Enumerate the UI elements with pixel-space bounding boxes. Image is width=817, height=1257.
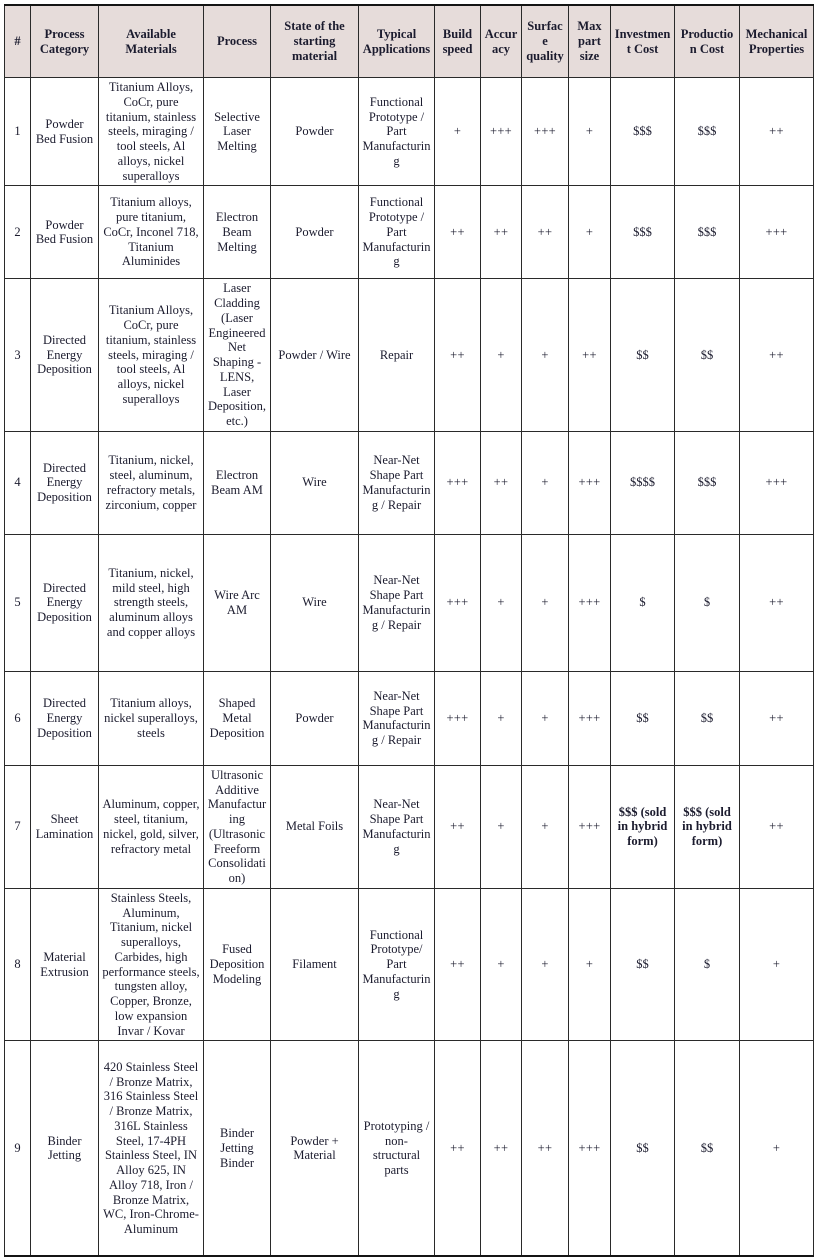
cell-typical-applications: Near-Net Shape Part Manufacturing / Repair <box>359 671 435 765</box>
cell-max-part-size: +++ <box>569 765 611 888</box>
cell-process: Wire Arc AM <box>204 534 271 671</box>
cell-state: Powder <box>271 186 359 279</box>
cell-build-speed: ++ <box>435 888 481 1041</box>
cell-available-materials: Titanium Alloys, CoCr, pure titanium, stainless steels, miraging / tool steels, Al alloys, nickel superalloys <box>99 279 204 432</box>
cell-process: Shaped Metal Deposition <box>204 671 271 765</box>
cell-max-part-size: +++ <box>569 1041 611 1257</box>
cell-state: Powder <box>271 671 359 765</box>
table-row <box>5 888 814 1041</box>
cell-build-speed: +++ <box>435 431 481 534</box>
cell-build-speed: ++ <box>435 186 481 279</box>
cell-number: 7 <box>5 765 31 888</box>
cell-build-speed: ++ <box>435 279 481 432</box>
cell-available-materials: Titanium, nickel, steel, aluminum, refractory metals, zirconium, copper <box>99 431 204 534</box>
cell-number: 5 <box>5 534 31 671</box>
cell-production-cost: $$$ <box>675 78 740 186</box>
cell-process-category: Directed Energy Deposition <box>31 671 99 765</box>
cell-available-materials: Titanium alloys, pure titanium, CoCr, Inconel 718, Titanium Aluminides <box>99 186 204 279</box>
cell-accuracy: ++ <box>481 431 522 534</box>
column-header-state-of-starting-material: State of the starting material <box>271 5 359 78</box>
cell-surface-quality: + <box>522 765 569 888</box>
column-header-available-materials: Available Materials <box>99 5 204 78</box>
cell-available-materials: Aluminum, copper, steel, titanium, nickel, gold, silver, refractory metal <box>99 765 204 888</box>
cell-state: Wire <box>271 431 359 534</box>
cell-process-category: Powder Bed Fusion <box>31 78 99 186</box>
cell-typical-applications: Functional Prototype / Part Manufacturing <box>359 78 435 186</box>
cell-state: Powder <box>271 78 359 186</box>
cell-surface-quality: +++ <box>522 78 569 186</box>
cell-investment-cost: $$$$ <box>611 431 675 534</box>
cell-typical-applications: Functional Prototype / Part Manufacturing <box>359 186 435 279</box>
column-header-mechanical-properties: Mechanical Properties <box>740 5 814 78</box>
cell-max-part-size: + <box>569 186 611 279</box>
cell-accuracy: + <box>481 279 522 432</box>
cell-number: 6 <box>5 671 31 765</box>
cell-process-category: Binder Jetting <box>31 1041 99 1257</box>
cell-number: 8 <box>5 888 31 1041</box>
cell-available-materials: Stainless Steels, Aluminum, Titanium, nickel superalloys, Carbides, high performance steels, tungsten alloy, Copper, Bronze, low expansion Invar / Kovar <box>99 888 204 1041</box>
cell-state: Powder / Wire <box>271 279 359 432</box>
cell-accuracy: ++ <box>481 186 522 279</box>
column-header-accuracy: Accuracy <box>481 5 522 78</box>
cell-surface-quality: + <box>522 888 569 1041</box>
cell-number: 9 <box>5 1041 31 1257</box>
column-header-max-part-size: Max part size <box>569 5 611 78</box>
cell-mechanical-properties: ++ <box>740 78 814 186</box>
cell-process-category: Sheet Lamination <box>31 765 99 888</box>
cell-mechanical-properties: + <box>740 1041 814 1257</box>
cell-accuracy: ++ <box>481 1041 522 1257</box>
cell-typical-applications: Repair <box>359 279 435 432</box>
cell-typical-applications: Functional Prototype/ Part Manufacturing <box>359 888 435 1041</box>
cell-available-materials: Titanium, nickel, mild steel, high strength steels, aluminum alloys and copper alloys <box>99 534 204 671</box>
cell-investment-cost: $$ <box>611 888 675 1041</box>
column-header-investment-cost: Investment Cost <box>611 5 675 78</box>
cell-mechanical-properties: ++ <box>740 765 814 888</box>
cell-build-speed: +++ <box>435 534 481 671</box>
cell-accuracy: + <box>481 765 522 888</box>
cell-mechanical-properties: ++ <box>740 671 814 765</box>
cell-number: 1 <box>5 78 31 186</box>
cell-number: 2 <box>5 186 31 279</box>
cell-investment-cost: $$ <box>611 671 675 765</box>
cell-available-materials: Titanium alloys, nickel superalloys, steels <box>99 671 204 765</box>
cell-process-category: Directed Energy Deposition <box>31 534 99 671</box>
cell-max-part-size: + <box>569 888 611 1041</box>
table-row <box>5 78 814 186</box>
cell-investment-cost: $$ <box>611 1041 675 1257</box>
cell-number: 4 <box>5 431 31 534</box>
table-row <box>5 431 814 534</box>
cell-process-category: Directed Energy Deposition <box>31 279 99 432</box>
cell-surface-quality: + <box>522 431 569 534</box>
cell-process: Laser Cladding (Laser Engineered Net Shaping -LENS, Laser Deposition, etc.) <box>204 279 271 432</box>
table-row <box>5 1041 814 1257</box>
cell-typical-applications: Near-Net Shape Part Manufacturing <box>359 765 435 888</box>
column-header-build-speed: Build speed <box>435 5 481 78</box>
cell-process: Ultrasonic Additive Manufacturing (Ultrasonic Freeform Consolidation) <box>204 765 271 888</box>
cell-process: Binder Jetting Binder <box>204 1041 271 1257</box>
cell-production-cost: $ <box>675 888 740 1041</box>
cell-typical-applications: Near-Net Shape Part Manufacturing / Repair <box>359 431 435 534</box>
cell-production-cost: $$$ <box>675 186 740 279</box>
table-header-row <box>5 5 814 78</box>
cell-accuracy: + <box>481 888 522 1041</box>
cell-surface-quality: ++ <box>522 1041 569 1257</box>
cell-build-speed: ++ <box>435 1041 481 1257</box>
cell-investment-cost: $$ <box>611 279 675 432</box>
table-row <box>5 671 814 765</box>
cell-process-category: Directed Energy Deposition <box>31 431 99 534</box>
cell-process: Electron Beam AM <box>204 431 271 534</box>
cell-mechanical-properties: +++ <box>740 431 814 534</box>
cell-production-cost: $ <box>675 534 740 671</box>
cell-available-materials: Titanium Alloys, CoCr, pure titanium, stainless steels, miraging / tool steels, Al alloys, nickel superalloys <box>99 78 204 186</box>
cell-mechanical-properties: ++ <box>740 279 814 432</box>
cell-surface-quality: ++ <box>522 186 569 279</box>
cell-investment-cost: $$$ <box>611 78 675 186</box>
cell-mechanical-properties: ++ <box>740 534 814 671</box>
cell-max-part-size: + <box>569 78 611 186</box>
cell-production-cost: $$ <box>675 279 740 432</box>
cell-build-speed: +++ <box>435 671 481 765</box>
cell-surface-quality: + <box>522 534 569 671</box>
cell-max-part-size: +++ <box>569 671 611 765</box>
column-header-surface-quality: Surface quality <box>522 5 569 78</box>
cell-state: Metal Foils <box>271 765 359 888</box>
cell-process: Selective Laser Melting <box>204 78 271 186</box>
cell-process: Fused Deposition Modeling <box>204 888 271 1041</box>
cell-max-part-size: +++ <box>569 534 611 671</box>
cell-accuracy: +++ <box>481 78 522 186</box>
cell-state: Powder + Material <box>271 1041 359 1257</box>
column-header-typical-applications: Typical Applications <box>359 5 435 78</box>
cell-surface-quality: + <box>522 279 569 432</box>
cell-state: Wire <box>271 534 359 671</box>
cell-process-category: Powder Bed Fusion <box>31 186 99 279</box>
cell-max-part-size: ++ <box>569 279 611 432</box>
cell-mechanical-properties: + <box>740 888 814 1041</box>
table-row <box>5 279 814 432</box>
cell-accuracy: + <box>481 534 522 671</box>
cell-investment-cost: $ <box>611 534 675 671</box>
cell-available-materials: 420 Stainless Steel / Bronze Matrix, 316 Stainless Steel / Bronze Matrix, 316L Stainless Steel, 17-4PH Stainless Steel, IN Alloy 625, IN Alloy 718, Iron / Bronze Matrix, WC, Iron-Chrome-Aluminum <box>99 1041 204 1257</box>
cell-build-speed: + <box>435 78 481 186</box>
table-row <box>5 186 814 279</box>
table-header <box>5 5 814 78</box>
cell-production-cost: $$ <box>675 671 740 765</box>
am-process-comparison-table <box>4 4 814 1257</box>
cell-investment-cost: $$$ (sold in hybrid form) <box>611 765 675 888</box>
table-row <box>5 765 814 888</box>
table-body <box>5 78 814 1257</box>
cell-build-speed: ++ <box>435 765 481 888</box>
cell-state: Filament <box>271 888 359 1041</box>
column-header-process-category: Process Category <box>31 5 99 78</box>
column-header-production-cost: Production Cost <box>675 5 740 78</box>
cell-mechanical-properties: +++ <box>740 186 814 279</box>
cell-surface-quality: + <box>522 671 569 765</box>
column-header-number: # <box>5 5 31 78</box>
cell-typical-applications: Prototyping / non-structural parts <box>359 1041 435 1257</box>
cell-production-cost: $$$ <box>675 431 740 534</box>
column-header-process: Process <box>204 5 271 78</box>
table-row <box>5 534 814 671</box>
cell-investment-cost: $$$ <box>611 186 675 279</box>
cell-typical-applications: Near-Net Shape Part Manufacturing / Repair <box>359 534 435 671</box>
cell-accuracy: + <box>481 671 522 765</box>
cell-production-cost: $$ <box>675 1041 740 1257</box>
cell-process-category: Material Extrusion <box>31 888 99 1041</box>
cell-number: 3 <box>5 279 31 432</box>
cell-production-cost: $$$ (sold in hybrid form) <box>675 765 740 888</box>
cell-max-part-size: +++ <box>569 431 611 534</box>
cell-process: Electron Beam Melting <box>204 186 271 279</box>
